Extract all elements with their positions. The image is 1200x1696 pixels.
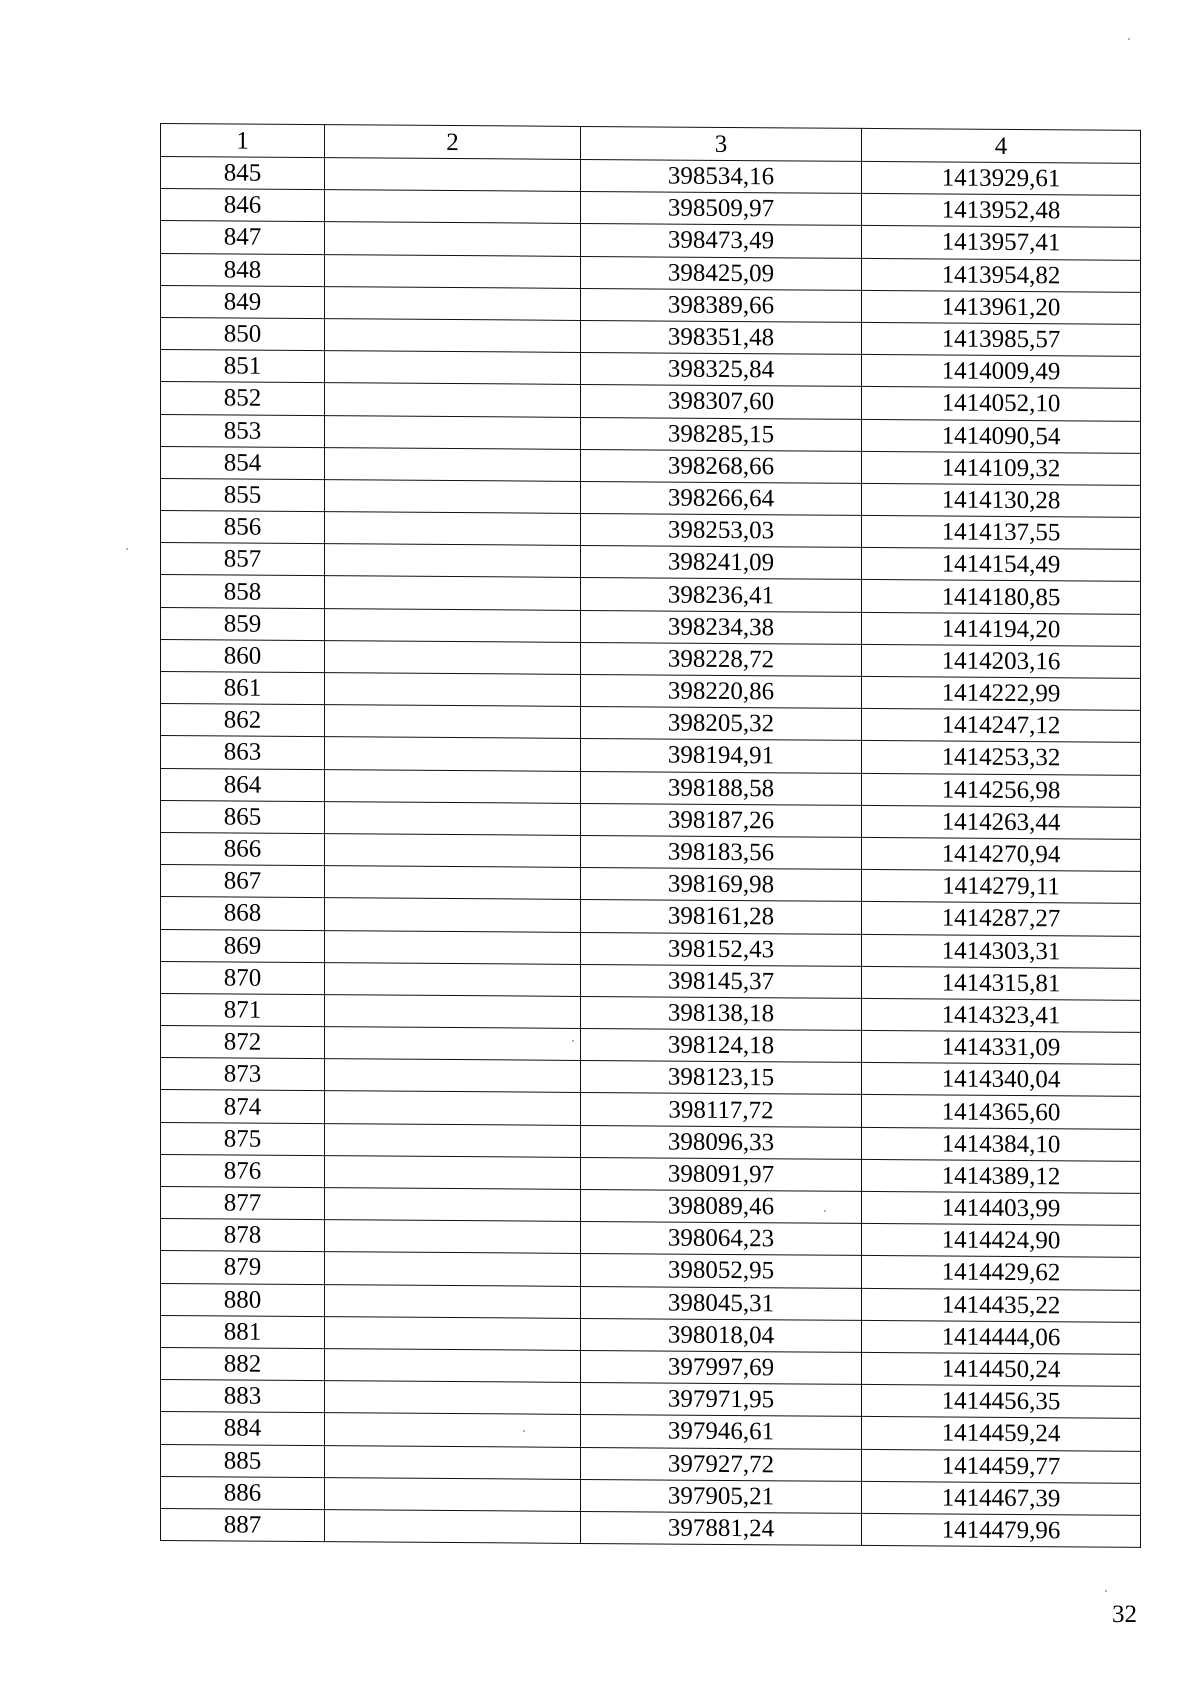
table-cell-col-3: 398089,46 xyxy=(581,1189,862,1223)
table-cell-col-2 xyxy=(325,866,581,900)
table-cell-col-1: 876 xyxy=(161,1154,325,1187)
table-cell-col-1: 853 xyxy=(161,414,325,447)
table-cell-col-4: 1414130,28 xyxy=(862,483,1141,517)
table-cell-col-1: 882 xyxy=(161,1347,325,1380)
table-cell-col-1: 867 xyxy=(161,865,325,898)
table-row xyxy=(161,1508,1141,1547)
table-cell-col-4: 1414323,41 xyxy=(862,998,1141,1032)
table-cell-col-1: 859 xyxy=(161,607,325,640)
table-cell-col-3: 398187,26 xyxy=(581,803,862,837)
table-cell-col-2 xyxy=(325,1091,581,1125)
table-cell-col-2 xyxy=(325,319,581,353)
table-cell-col-4: 1414222,99 xyxy=(862,676,1141,710)
table-cell-col-1: 858 xyxy=(161,575,325,608)
table-cell-col-1: 884 xyxy=(161,1412,325,1445)
table-cell-col-3: 397905,21 xyxy=(581,1479,862,1513)
table-cell-col-2 xyxy=(325,769,581,803)
table-cell-col-4: 1414456,35 xyxy=(862,1385,1141,1419)
scan-speck xyxy=(1128,38,1130,40)
table-cell-col-3: 398473,49 xyxy=(581,224,862,258)
table-cell-col-3: 398220,86 xyxy=(581,674,862,708)
table-cell-col-1: 849 xyxy=(161,285,325,318)
table-cell-col-2 xyxy=(325,608,581,642)
table-cell-col-3: 398145,37 xyxy=(581,964,862,998)
scan-speck xyxy=(824,1210,826,1212)
table-cell-col-3: 398234,38 xyxy=(581,610,862,644)
table-cell-col-2 xyxy=(325,898,581,932)
table-cell-col-3: 398236,41 xyxy=(581,578,862,612)
table-cell-col-4: 1414303,31 xyxy=(862,934,1141,968)
table-cell-col-3: 398123,15 xyxy=(581,1061,862,1095)
table-cell-col-4: 1414403,99 xyxy=(862,1191,1141,1225)
table-cell-col-4: 1414109,32 xyxy=(862,451,1141,485)
table-cell-col-4: 1414180,85 xyxy=(862,580,1141,614)
table-cell-col-1: 885 xyxy=(161,1444,325,1477)
table-cell-col-2 xyxy=(325,834,581,868)
table-cell-col-4: 1414444,06 xyxy=(862,1320,1141,1354)
table-cell-col-4: 1414009,49 xyxy=(862,355,1141,389)
table-cell-col-3: 397971,95 xyxy=(581,1383,862,1417)
table-cell-col-1: 878 xyxy=(161,1219,325,1252)
table-cell-col-4: 1414287,27 xyxy=(862,902,1141,936)
table-cell-col-2 xyxy=(325,576,581,610)
table-cell-col-4: 1414203,16 xyxy=(862,644,1141,678)
table-cell-col-1: 857 xyxy=(161,543,325,576)
table-cell-col-4: 1414389,12 xyxy=(862,1159,1141,1193)
table-cell-col-2 xyxy=(325,1027,581,1061)
table-cell-col-4: 1414315,81 xyxy=(862,966,1141,1000)
table-cell-col-1: 855 xyxy=(161,478,325,511)
table-cell-col-4: 1414279,11 xyxy=(862,870,1141,904)
table-cell-col-1: 848 xyxy=(161,253,325,286)
table-cell-col-1: 868 xyxy=(161,897,325,930)
table-cell-col-3: 398096,33 xyxy=(581,1125,862,1159)
table-cell-col-3: 397997,69 xyxy=(581,1350,862,1384)
table-cell-col-1: 865 xyxy=(161,800,325,833)
table-cell-col-4: 1414137,55 xyxy=(862,515,1141,549)
table-cell-col-2 xyxy=(325,1188,581,1222)
table-cell-col-2 xyxy=(325,1316,581,1350)
table-cell-col-1: 877 xyxy=(161,1187,325,1220)
table-cell-col-4: 1414052,10 xyxy=(862,387,1141,421)
table-cell-col-3: 398188,58 xyxy=(581,771,862,805)
table-cell-col-2 xyxy=(325,286,581,320)
table-cell-col-3: 398534,16 xyxy=(581,159,862,193)
table-cell-col-1: 856 xyxy=(161,511,325,544)
table-cell-col-2 xyxy=(325,1413,581,1447)
table-cell-col-4: 1414256,98 xyxy=(862,773,1141,807)
table-cell-col-2 xyxy=(325,673,581,707)
table-cell-col-1: 870 xyxy=(161,961,325,994)
table-cell-col-4: 1414365,60 xyxy=(862,1095,1141,1129)
table-cell-col-1: 881 xyxy=(161,1315,325,1348)
table-cell-col-2 xyxy=(325,1155,581,1189)
table-cell-col-1: 846 xyxy=(161,189,325,222)
table-cell-col-1: 879 xyxy=(161,1251,325,1284)
table-cell-col-4: 1414090,54 xyxy=(862,419,1141,453)
table-cell-col-1: 854 xyxy=(161,446,325,479)
table-cell-col-4: 1414467,39 xyxy=(862,1481,1141,1515)
table-cell-col-2 xyxy=(325,1349,581,1383)
table-cell-col-4: 1414435,22 xyxy=(862,1288,1141,1322)
table-cell-col-4: 1413961,20 xyxy=(862,290,1141,324)
table-cell-col-1: 886 xyxy=(161,1476,325,1509)
table-cell-col-3: 398268,66 xyxy=(581,449,862,483)
table-cell-col-2 xyxy=(325,737,581,771)
table-cell-col-3: 398052,95 xyxy=(581,1254,862,1288)
table-cell-col-2 xyxy=(325,995,581,1029)
table-cell-col-3: 398425,09 xyxy=(581,256,862,290)
table-cell-col-3: 398138,18 xyxy=(581,996,862,1030)
table-cell-col-3: 398285,15 xyxy=(581,417,862,451)
table-cell-col-2 xyxy=(325,447,581,481)
table-cell-col-4: 1414459,77 xyxy=(862,1449,1141,1483)
coordinates-table xyxy=(160,123,1141,1548)
table-cell-col-1: 851 xyxy=(161,350,325,383)
table-cell-col-2 xyxy=(325,158,581,192)
scan-speck xyxy=(1105,1590,1107,1592)
table-cell-col-2 xyxy=(325,640,581,674)
table-cell-col-4: 1414331,09 xyxy=(862,1030,1141,1064)
table-cell-col-4: 1414270,94 xyxy=(862,837,1141,871)
table-cell-col-2 xyxy=(325,1059,581,1093)
table-cell-col-2 xyxy=(325,351,581,385)
table-cell-col-4: 1414340,04 xyxy=(862,1063,1141,1097)
column-header-2: 2 xyxy=(325,125,581,160)
table-cell-col-2 xyxy=(325,962,581,996)
table-cell-col-4: 1413952,48 xyxy=(862,194,1141,228)
table-cell-col-1: 860 xyxy=(161,639,325,672)
table-cell-col-2 xyxy=(325,930,581,964)
table-cell-col-4: 1414479,96 xyxy=(862,1513,1141,1547)
table-cell-col-3: 398509,97 xyxy=(581,192,862,226)
table-cell-col-3: 398124,18 xyxy=(581,1028,862,1062)
table-cell-col-4: 1414450,24 xyxy=(862,1352,1141,1386)
table-cell-col-2 xyxy=(325,1381,581,1415)
table-cell-col-4: 1414253,32 xyxy=(862,741,1141,775)
scan-speck xyxy=(126,548,128,550)
table-cell-col-3: 398018,04 xyxy=(581,1318,862,1352)
table-cell-col-4: 1414247,12 xyxy=(862,709,1141,743)
column-header-4: 4 xyxy=(862,128,1141,163)
table-cell-col-2 xyxy=(325,254,581,288)
table-cell-col-3: 398389,66 xyxy=(581,288,862,322)
table-cell-col-4: 1413954,82 xyxy=(862,258,1141,292)
table-cell-col-4: 1414459,24 xyxy=(862,1417,1141,1451)
table-cell-col-1: 875 xyxy=(161,1122,325,1155)
table-cell-col-1: 863 xyxy=(161,736,325,769)
table-cell-col-3: 398045,31 xyxy=(581,1286,862,1320)
table-cell-col-3: 398169,98 xyxy=(581,868,862,902)
table-cell-col-2 xyxy=(325,1220,581,1254)
column-header-3: 3 xyxy=(581,126,862,161)
table-cell-col-2 xyxy=(325,383,581,417)
table-cell-col-2 xyxy=(325,480,581,514)
table-cell-col-1: 850 xyxy=(161,317,325,350)
table-cell-col-1: 845 xyxy=(161,157,325,190)
table-cell-col-1: 883 xyxy=(161,1380,325,1413)
table-cell-col-1: 847 xyxy=(161,221,325,254)
table-cell-col-3: 398152,43 xyxy=(581,932,862,966)
table-cell-col-3: 398117,72 xyxy=(581,1093,862,1127)
table-cell-col-2 xyxy=(325,1477,581,1511)
table-cell-col-4: 1414429,62 xyxy=(862,1256,1141,1290)
table-cell-col-1: 873 xyxy=(161,1058,325,1091)
table-body xyxy=(161,124,1141,1548)
table-cell-col-2 xyxy=(325,1284,581,1318)
table-cell-col-2 xyxy=(325,415,581,449)
table-cell-col-1: 852 xyxy=(161,382,325,415)
table-cell-col-3: 398228,72 xyxy=(581,642,862,676)
table-cell-col-3: 397881,24 xyxy=(581,1511,862,1545)
table-cell-col-3: 397927,72 xyxy=(581,1447,862,1481)
table-cell-col-3: 397946,61 xyxy=(581,1415,862,1449)
table-cell-col-4: 1414154,49 xyxy=(862,548,1141,582)
table-cell-col-1: 887 xyxy=(161,1508,325,1541)
table-cell-col-3: 398161,28 xyxy=(581,900,862,934)
table-cell-col-2 xyxy=(325,190,581,224)
table-cell-col-3: 398241,09 xyxy=(581,546,862,580)
table-cell-col-2 xyxy=(325,1510,581,1544)
table-cell-col-2 xyxy=(325,544,581,578)
table-cell-col-2 xyxy=(325,705,581,739)
table-cell-col-1: 872 xyxy=(161,1026,325,1059)
table-cell-col-3: 398325,84 xyxy=(581,353,862,387)
table-cell-col-4: 1414384,10 xyxy=(862,1127,1141,1161)
table-cell-col-4: 1414424,90 xyxy=(862,1224,1141,1258)
table-cell-col-2 xyxy=(325,512,581,546)
table-cell-col-2 xyxy=(325,1123,581,1157)
table-cell-col-3: 398307,60 xyxy=(581,385,862,419)
table-cell-col-1: 869 xyxy=(161,929,325,962)
table-cell-col-3: 398183,56 xyxy=(581,835,862,869)
column-header-1: 1 xyxy=(161,124,325,158)
table-cell-col-1: 871 xyxy=(161,993,325,1026)
table-cell-col-3: 398091,97 xyxy=(581,1157,862,1191)
table-cell-col-3: 398194,91 xyxy=(581,739,862,773)
table-cell-col-1: 866 xyxy=(161,832,325,865)
table-cell-col-3: 398351,48 xyxy=(581,320,862,354)
table-cell-col-1: 880 xyxy=(161,1283,325,1316)
table-cell-col-4: 1413957,41 xyxy=(862,226,1141,260)
table-cell-col-2 xyxy=(325,801,581,835)
table-cell-col-4: 1414194,20 xyxy=(862,612,1141,646)
table-cell-col-1: 861 xyxy=(161,672,325,705)
table-cell-col-3: 398266,64 xyxy=(581,481,862,515)
scan-speck xyxy=(572,1040,574,1042)
table-cell-col-3: 398253,03 xyxy=(581,513,862,547)
table-cell-col-1: 874 xyxy=(161,1090,325,1123)
page-number: 32 xyxy=(1112,1601,1137,1628)
table-cell-col-4: 1413985,57 xyxy=(862,322,1141,356)
table-cell-col-2 xyxy=(325,222,581,256)
table-cell-col-1: 864 xyxy=(161,768,325,801)
table-cell-col-2 xyxy=(325,1252,581,1286)
table-cell-col-3: 398064,23 xyxy=(581,1222,862,1256)
table-cell-col-1: 862 xyxy=(161,704,325,737)
table-cell-col-3: 398205,32 xyxy=(581,707,862,741)
scan-speck xyxy=(523,1430,525,1432)
table-cell-col-4: 1414263,44 xyxy=(862,805,1141,839)
table-cell-col-4: 1413929,61 xyxy=(862,161,1141,195)
table-cell-col-2 xyxy=(325,1445,581,1479)
